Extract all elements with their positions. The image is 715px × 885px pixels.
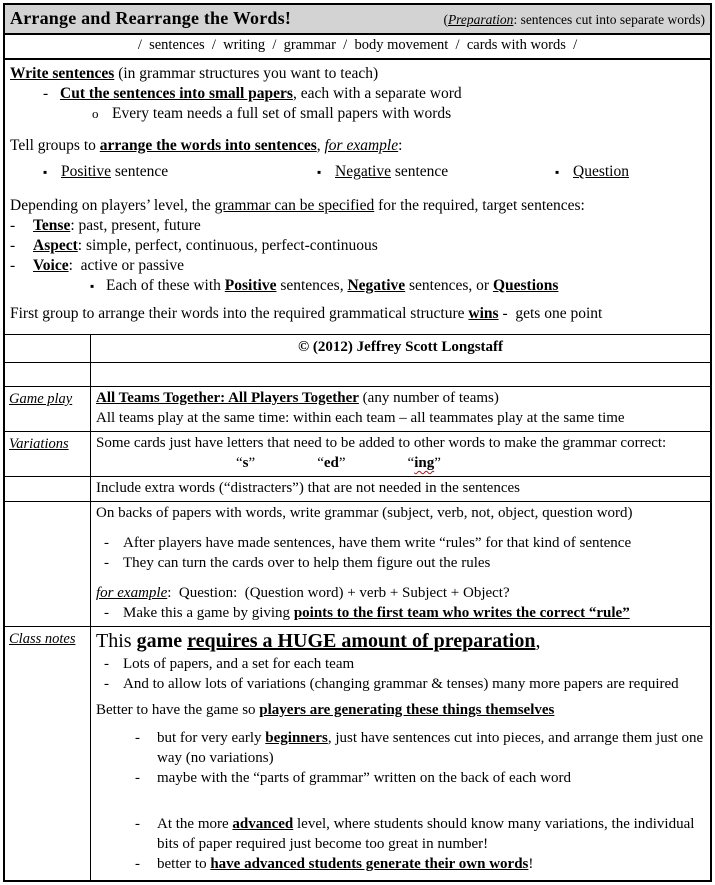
list-item-tense bbox=[10, 216, 705, 236]
row-class-notes bbox=[5, 627, 710, 881]
list-item-text: Voice: active or passive bbox=[33, 257, 184, 274]
dash-bullet: - bbox=[104, 555, 109, 571]
line-write-sentences: Write sentences (in grammar structures you want to teach) bbox=[10, 65, 379, 82]
list-item-text: Make this a game by giving points to the first team who writes the correct “rule” bbox=[123, 605, 630, 621]
line-all-teams: All Teams Together: All Players Together (any number of teams) bbox=[96, 390, 499, 406]
bullet-positive bbox=[43, 162, 317, 182]
list-item-after-players bbox=[104, 533, 705, 553]
list-item-text: They can turn the cards over to help them figure out the rules bbox=[123, 555, 491, 571]
line-tell-groups: Tell groups to arrange the words into sentences, for example: bbox=[10, 137, 403, 154]
list-item-advanced bbox=[135, 814, 705, 854]
square-bullet-icon: ▪ bbox=[317, 165, 322, 179]
line-some-cards: Some cards just have letters that need to be added to other words to make the grammar correct: bbox=[96, 435, 667, 451]
dash-bullet: - bbox=[135, 730, 140, 746]
line-better-to-have: Better to have the game so players are generating these things themselves bbox=[96, 702, 555, 718]
dash-bullet: - bbox=[135, 856, 140, 872]
title-bar bbox=[5, 5, 710, 35]
line-on-backs: On backs of papers with words, write grammar (subject, verb, not, object, question word) bbox=[96, 505, 633, 521]
list-item-text: Tense: past, present, future bbox=[33, 217, 201, 234]
list-item-voice bbox=[10, 256, 705, 276]
list-item-aspect bbox=[10, 236, 705, 256]
list-item-text: better to have advanced students generate their own words! bbox=[157, 856, 534, 872]
spacer bbox=[96, 573, 705, 583]
line-depending: Depending on players’ level, the grammar can be specified for the required, target sentences: bbox=[10, 197, 585, 214]
label-cell-empty bbox=[5, 363, 91, 387]
sentence-type-bullets bbox=[43, 162, 705, 182]
list-item-maybe-parts bbox=[135, 768, 705, 788]
dash-bullet: - bbox=[104, 605, 109, 621]
letter-card-ing: “ing” bbox=[407, 455, 441, 471]
list-item-lots-of-papers bbox=[104, 654, 705, 674]
bullet-question bbox=[555, 162, 705, 182]
notes-table bbox=[5, 334, 710, 880]
letter-card-ed: “ed” bbox=[317, 455, 346, 471]
line-for-example: for example: Question: (Question word) + verb + Subject + Object? bbox=[96, 585, 510, 601]
bullet-text: Positive sentence bbox=[61, 163, 169, 180]
dash-bullet: - bbox=[10, 257, 16, 274]
row-game-play bbox=[5, 387, 710, 432]
letter-card-s: “s” bbox=[236, 455, 256, 471]
list-item-better-generate bbox=[135, 854, 705, 874]
list-item-turn-cards bbox=[104, 553, 705, 573]
copyright-cell: © (2012) Jeffrey Scott Longstaff bbox=[91, 335, 711, 363]
list-item-text: Every team needs a full set of small papers with words bbox=[112, 105, 452, 122]
list-item-make-game bbox=[104, 603, 705, 623]
square-bullet-icon: ▪ bbox=[555, 165, 560, 179]
label-cell-empty bbox=[5, 502, 91, 627]
list-item-text: After players have made sentences, have them write “rules” for that kind of sentence bbox=[123, 535, 632, 551]
letter-cards-row bbox=[96, 453, 705, 473]
class-notes-cell bbox=[91, 627, 711, 881]
spacer bbox=[96, 523, 705, 533]
label-cell-empty bbox=[5, 477, 91, 502]
spacer bbox=[10, 182, 705, 196]
list-item-text: but for very early beginners, just have sentences cut into pieces, and arrange them just one way (no variations) bbox=[157, 730, 707, 766]
bullet-text: Negative sentence bbox=[335, 163, 449, 180]
line-include-extra: Include extra words (“distracters”) that are not needed in the sentences bbox=[96, 480, 520, 496]
intro-section bbox=[5, 60, 710, 334]
include-cell bbox=[91, 477, 711, 502]
list-item-beginners bbox=[135, 728, 705, 768]
list-item-text: And to allow lots of variations (changing grammar & tenses) many more papers are required bbox=[123, 676, 679, 692]
dash-bullet: - bbox=[43, 85, 49, 102]
circle-bullet: o bbox=[92, 106, 99, 121]
dash-bullet: - bbox=[10, 237, 16, 254]
label-cell-empty bbox=[5, 335, 91, 363]
variations-cell bbox=[91, 432, 711, 477]
square-bullet-icon: ▪ bbox=[43, 165, 48, 179]
backs-cell bbox=[91, 502, 711, 627]
page-title: Arrange and Rearrange the Words! bbox=[10, 8, 292, 28]
keywords-row: / sentences / writing / grammar / body movement / cards with words / bbox=[5, 35, 710, 60]
line-huge-preparation: This game requires a HUGE amount of preparation, bbox=[96, 630, 541, 652]
dash-bullet: - bbox=[10, 217, 16, 234]
list-item-text: maybe with the “parts of grammar” written on the back of each word bbox=[157, 770, 572, 786]
list-item-text: Cut the sentences into small papers, each with a separate word bbox=[60, 85, 462, 102]
empty-cell bbox=[91, 363, 711, 387]
list-item-text: Aspect: simple, perfect, continuous, perfect-continuous bbox=[33, 237, 378, 254]
list-item-text: Each of these with Positive sentences, Negative sentences, or Questions bbox=[106, 277, 559, 294]
spacer bbox=[10, 296, 705, 304]
row-variations bbox=[5, 432, 710, 477]
spacer bbox=[96, 788, 705, 814]
list-item-each-of-these bbox=[90, 276, 705, 296]
list-item-text: Lots of papers, and a set for each team bbox=[123, 656, 355, 672]
list-item-every-team bbox=[92, 104, 705, 124]
row-backs-of-papers bbox=[5, 502, 710, 627]
bullet-negative bbox=[317, 162, 555, 182]
label-game-play: Game play bbox=[5, 387, 91, 432]
document-page bbox=[3, 3, 712, 882]
list-item-cut-sentences bbox=[43, 84, 705, 104]
game-play-cell bbox=[91, 387, 711, 432]
label-class-notes: Class notes bbox=[5, 627, 91, 881]
dash-bullet: - bbox=[104, 676, 109, 692]
dash-bullet: - bbox=[104, 656, 109, 672]
line-same-time: All teams play at the same time: within each team – all teammates play at the same time bbox=[96, 410, 625, 426]
spacer bbox=[10, 124, 705, 136]
row-copyright bbox=[5, 335, 710, 363]
row-include-extra-words bbox=[5, 477, 710, 502]
dash-bullet: - bbox=[135, 816, 140, 832]
bullet-text: Question bbox=[573, 163, 629, 180]
list-item-allow-variations bbox=[104, 674, 705, 694]
preparation-note: (Preparation: sentences cut into separate words) bbox=[443, 12, 705, 27]
dash-bullet: - bbox=[104, 535, 109, 551]
square-bullet-icon: ▪ bbox=[90, 279, 95, 293]
row-spacer bbox=[5, 363, 710, 387]
spacer bbox=[96, 720, 705, 728]
dash-bullet: - bbox=[135, 770, 140, 786]
list-item-text: At the more advanced level, where students should know many variations, the individual bits of paper required just become too great in number! bbox=[157, 816, 699, 852]
label-variations: Variations bbox=[5, 432, 91, 477]
line-first-group: First group to arrange their words into the required grammatical structure wins - gets one point bbox=[10, 305, 603, 322]
